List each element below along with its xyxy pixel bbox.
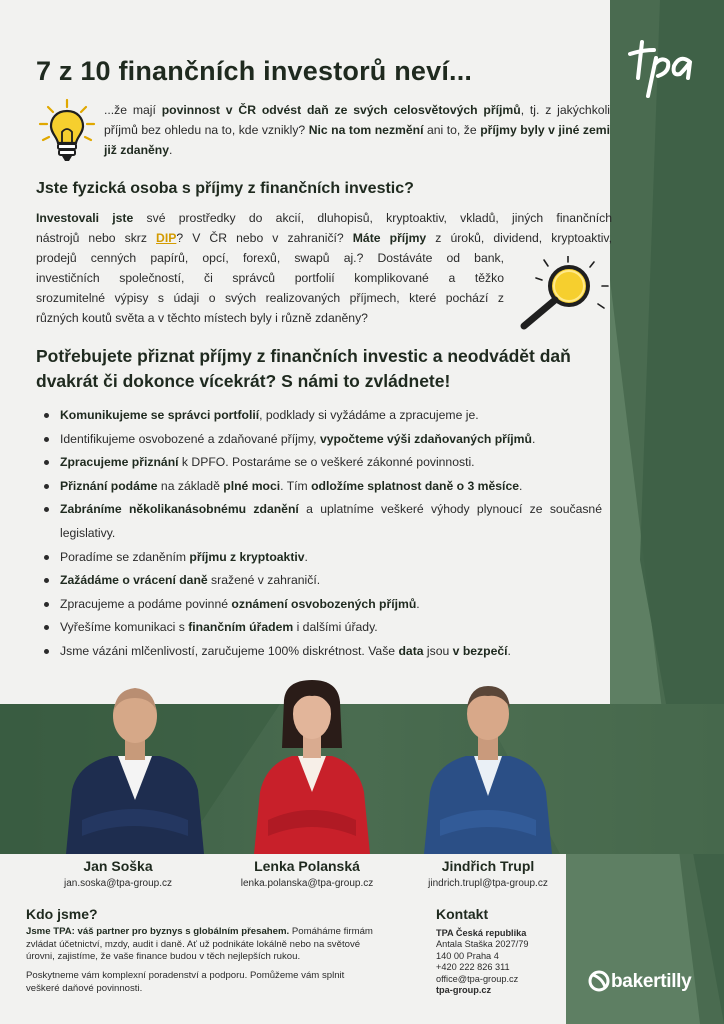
services-list xyxy=(42,404,602,664)
page-title: 7 z 10 finančních investorů neví... xyxy=(36,56,473,86)
team-member-email[interactable]: jan.soska@tpa-group.cz xyxy=(64,878,172,889)
photo-lenka-polanska xyxy=(254,680,370,854)
service-item-text: Jsme vázáni mlčenlivostí, zaručujeme 100% diskrétnost. Vaše xyxy=(60,643,399,658)
contact-phone[interactable]: +420 222 826 311 xyxy=(436,962,510,973)
service-item-bold: Zabráníme několikanásobnému zdanění xyxy=(60,502,299,517)
service-item-bold: finančním úřadem xyxy=(188,620,294,635)
team-member-name: Jindřich Trupl xyxy=(441,858,535,874)
service-item-text: na základě xyxy=(157,478,224,493)
service-item-bold: odložíme splatnost daně o 3 měsíce xyxy=(311,478,519,493)
service-item xyxy=(42,404,602,428)
service-item-bold: plné moci xyxy=(223,478,281,493)
s1-text: své prostředky do akcií, dluhopisů, kryptoaktiv, vkladů, jiných finančních xyxy=(133,211,612,225)
s1-text: ? V ČR nebo v zahraničí? xyxy=(176,231,353,245)
bakertilly-wordmark: bakertilly xyxy=(611,971,692,992)
about-paragraph-2 xyxy=(26,970,416,995)
service-item xyxy=(42,616,602,640)
intro-text-3: ani to, že xyxy=(423,123,481,137)
about-text: veškeré daňové povinnosti. xyxy=(26,982,143,994)
about-text: Pomáháme firmám xyxy=(289,926,373,937)
contact-web[interactable]: tpa-group.cz xyxy=(436,985,492,996)
intro-text-2: , tj. z jakýchkoli příjmů bez ohledu na to, kde vznikly? xyxy=(104,103,610,137)
intro-bold-3: příjmy byly v jiné zemi již zdaněny xyxy=(104,123,611,157)
service-item-text: Identifikujeme osvobozené a zdaňované příjmy, xyxy=(60,431,320,446)
service-item-text: Vyřešíme komunikaci s xyxy=(60,620,189,635)
service-item xyxy=(42,475,602,499)
about-text: Poskytneme vám komplexní poradenství a podporu. Pomůžeme vám splnit xyxy=(26,970,345,981)
contact-street: Antala Staška 2027/79 xyxy=(436,939,529,950)
service-item-bold: v bezpečí xyxy=(452,643,508,658)
team-member-email[interactable]: lenka.polanska@tpa-group.cz xyxy=(240,878,374,889)
intro-text-4: . xyxy=(169,143,173,157)
service-item-text: i dalšími úřady. xyxy=(293,620,378,635)
service-item-text: k DPFO. Postaráme se o veškeré zákonné povinnosti. xyxy=(178,455,475,470)
section1-heading: Jste fyzická osoba s příjmy z finančních investic? xyxy=(36,180,414,197)
s1-line-2 xyxy=(36,228,612,248)
s1-line-3: prodejů cenných papírů, opcí, forexů, swapů aj.? Dostáváte od bank, xyxy=(36,251,504,265)
service-item-text: . xyxy=(304,549,308,564)
intro-text-1: ...že mají xyxy=(104,103,162,117)
about-bold: Jsme TPA: váš partner pro byznys s globálním přesahem. xyxy=(26,926,290,937)
contact-heading: Kontakt xyxy=(436,906,489,922)
service-item-bold: Komunikujeme se správci portfolií xyxy=(60,408,260,422)
service-item-text: . xyxy=(531,431,536,446)
s1-text: z úroků, dividend, kryptoaktiv, xyxy=(426,231,612,245)
contact-city: 140 00 Praha 4 xyxy=(436,950,499,961)
service-item-bold: Přiznání podáme xyxy=(60,478,158,493)
service-item xyxy=(42,569,602,593)
dip-link[interactable]: DIP xyxy=(156,231,177,245)
team-member-name: Lenka Polanská xyxy=(254,858,360,874)
service-item-bold: data xyxy=(398,643,424,658)
service-item-text: . xyxy=(507,643,511,658)
section2-heading: Potřebujete přiznat příjmy z finančních investic a neodvádět daň dvakrát či dokonce vícekrát? S námi to zvládnete! xyxy=(36,346,571,391)
about-text: úrovni, zajistíme, že vaše finance budou v těch nejlepších rukou. xyxy=(26,951,301,962)
service-item-text: , podklady si vyžádáme a zpracujeme je. xyxy=(259,408,479,422)
service-item-text: jsou xyxy=(423,643,453,658)
photo-jan-soska xyxy=(62,680,208,854)
s1-line-1 xyxy=(36,208,612,228)
s1-bold-invested: Investovali jste xyxy=(36,211,134,225)
tpa-logo xyxy=(628,28,698,100)
s1-bold-income: Máte příjmy xyxy=(352,231,427,245)
service-item xyxy=(42,498,602,545)
service-item-text: Poradíme se zdaněním xyxy=(60,549,190,564)
s1-text: nástrojů nebo skrz xyxy=(36,231,157,245)
team-member-name: Jan Soška xyxy=(83,858,153,874)
service-item-bold: Zpracujeme přiznání xyxy=(60,455,179,470)
service-item xyxy=(42,593,602,617)
service-item-text: Zpracujeme a podáme povinné xyxy=(60,596,232,611)
service-item xyxy=(42,451,602,475)
service-item-bold: příjmu z kryptoaktiv xyxy=(189,549,305,564)
team-member-email[interactable]: jindrich.trupl@tpa-group.cz xyxy=(428,878,548,889)
about-text: zvládat účetnictví, mzdy, audit i daně. Ať už podnikáte lokálně nebo na světové xyxy=(26,938,361,950)
about-heading: Kdo jsme? xyxy=(26,906,98,922)
intro-paragraph xyxy=(104,100,610,160)
service-item-text: . Tím xyxy=(280,478,312,493)
photo-jindrich-trupl xyxy=(422,680,554,854)
contact-email[interactable]: office@tpa-group.cz xyxy=(436,973,519,984)
service-item xyxy=(42,640,602,664)
about-paragraph-1 xyxy=(26,926,416,964)
intro-bold-1: povinnost v ČR odvést daň ze svých celosvětových příjmů xyxy=(161,103,521,117)
contact-company: TPA Česká republika xyxy=(436,928,527,938)
service-item-bold: oznámení osvobozených příjmů xyxy=(231,596,417,611)
service-item xyxy=(42,546,602,570)
service-item-text: . xyxy=(519,478,523,493)
service-item-text: sražené v zahraničí. xyxy=(207,573,321,588)
service-item-bold: Zažádáme o vrácení daně xyxy=(60,573,208,588)
lightbulb-icon xyxy=(38,98,96,164)
service-item-bold: vypočteme výši zdaňovaných příjmů xyxy=(319,431,532,446)
s1-line-6: různých koutů světa a v těchto místech byly i různě zdaněny? xyxy=(36,311,368,325)
s1-line-4: investičních společností, či správců portfolií komplikované a těžko xyxy=(36,271,504,285)
contact-block xyxy=(436,928,528,996)
s1-line-5: srozumitelné výpisy s údaji o svých realizovaných příjmech, které pochází z xyxy=(36,291,504,305)
service-item xyxy=(42,428,602,452)
service-item-text: a uplatníme veškeré výhody plynoucí ze současné legislativy. xyxy=(60,502,602,540)
intro-bold-2: Nic na tom nezmění xyxy=(308,123,424,137)
service-item-text: . xyxy=(416,596,420,611)
magnifier-icon xyxy=(514,256,612,332)
